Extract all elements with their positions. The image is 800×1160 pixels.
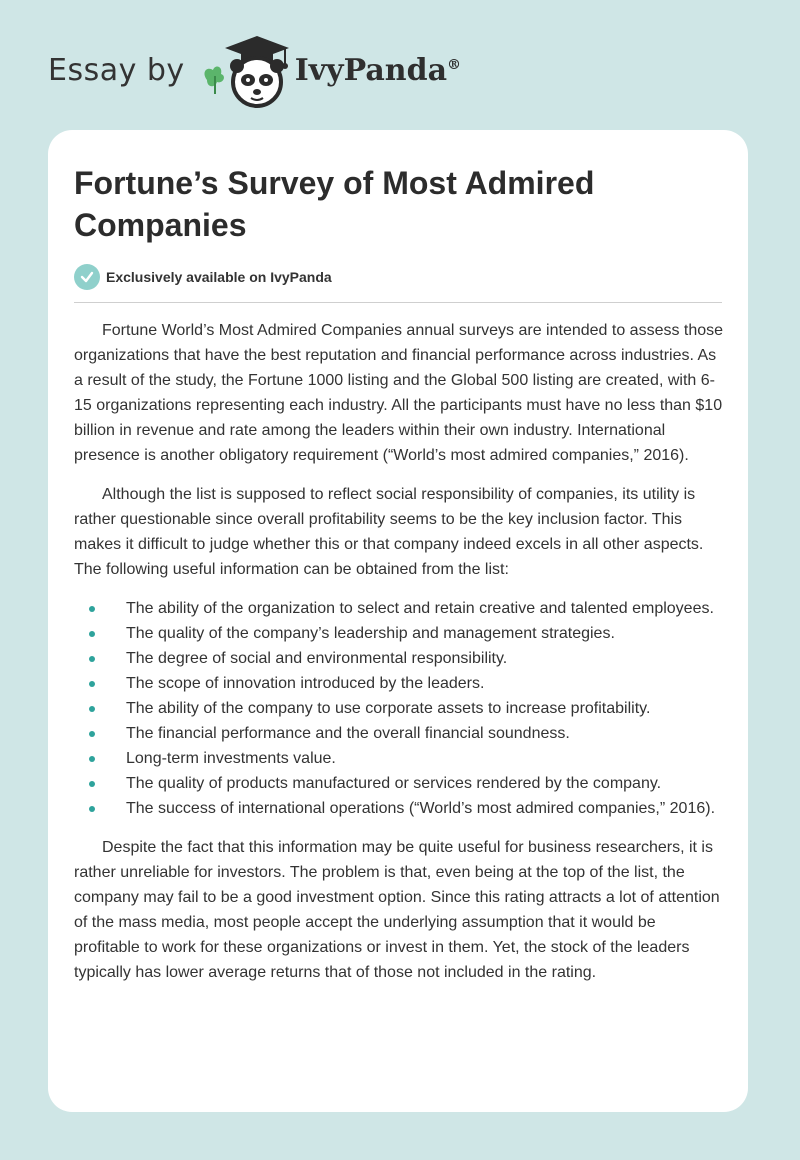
list-item: The success of international operations (“World’s most admired companies,” 2016). [74, 796, 724, 821]
bullet-icon [89, 806, 95, 812]
panda-logo-icon[interactable] [197, 30, 293, 110]
essay-by-label: Essay by [48, 52, 185, 88]
list-item: The ability of the organization to select and retain creative and talented employees. [74, 596, 724, 621]
checkmark-icon [74, 264, 100, 290]
bullet-list [74, 596, 724, 821]
exclusive-badge [74, 264, 332, 290]
paragraph: Despite the fact that this information may be quite useful for business researchers, it is rather unreliable for investors. The problem is that, even being at the top of the list, the company may fail to be a good investment option. Since this rating attracts a lot of attention of the mass media, most people accept the underlying assumption that it would be profitable to work for these organizations or invest in them. Yet, the stock of the leaders typically has lower average returns that of those not included in the rating. [74, 839, 720, 981]
bullet-icon [89, 756, 95, 762]
list-item: The ability of the company to use corporate assets to increase profitability. [74, 696, 724, 721]
list-item: The quality of products manufactured or services rendered by the company. [74, 771, 724, 796]
bullet-icon [89, 656, 95, 662]
bullet-icon [89, 706, 95, 712]
essay-body [74, 318, 724, 999]
bullet-icon [89, 781, 95, 787]
bullet-icon [89, 606, 95, 612]
list-item: The scope of innovation introduced by the leaders. [74, 671, 724, 696]
divider [74, 302, 722, 303]
essay-card [48, 130, 748, 1112]
bullet-icon [89, 681, 95, 687]
paragraph: Although the list is supposed to reflect social responsibility of companies, its utility is rather questionable since overall profitability seems to be the key inclusion factor. This makes it difficult to judge whether this or that company indeed excels in all other aspects. The following useful information can be obtained from the list: [74, 486, 704, 578]
paragraph: Fortune World’s Most Admired Companies annual surveys are intended to assess those organizations that have the best reputation and financial performance across industries. As a result of the study, the Fortune 1000 listing and the Global 500 listing are created, with 6-15 organizations representing each industry. All the participants must have no less than $10 billion in revenue and rate among the leaders within their own industry. International presence is another obligatory requirement (“World’s most admired companies,” 2016). [74, 322, 724, 464]
bullet-icon [89, 731, 95, 737]
list-item: The degree of social and environmental responsibility. [74, 646, 724, 671]
page-title: Fortune’s Survey of Most Admired Companies [74, 165, 595, 243]
brand-name[interactable]: IvyPanda® [294, 52, 462, 88]
list-item: The quality of the company’s leadership and management strategies. [74, 621, 724, 646]
bullet-icon [89, 631, 95, 637]
list-item: The financial performance and the overall financial soundness. [74, 721, 724, 746]
site-header [48, 30, 461, 110]
badge-label: Exclusively available on IvyPanda [106, 269, 332, 285]
list-item: Long-term investments value. [74, 746, 724, 771]
